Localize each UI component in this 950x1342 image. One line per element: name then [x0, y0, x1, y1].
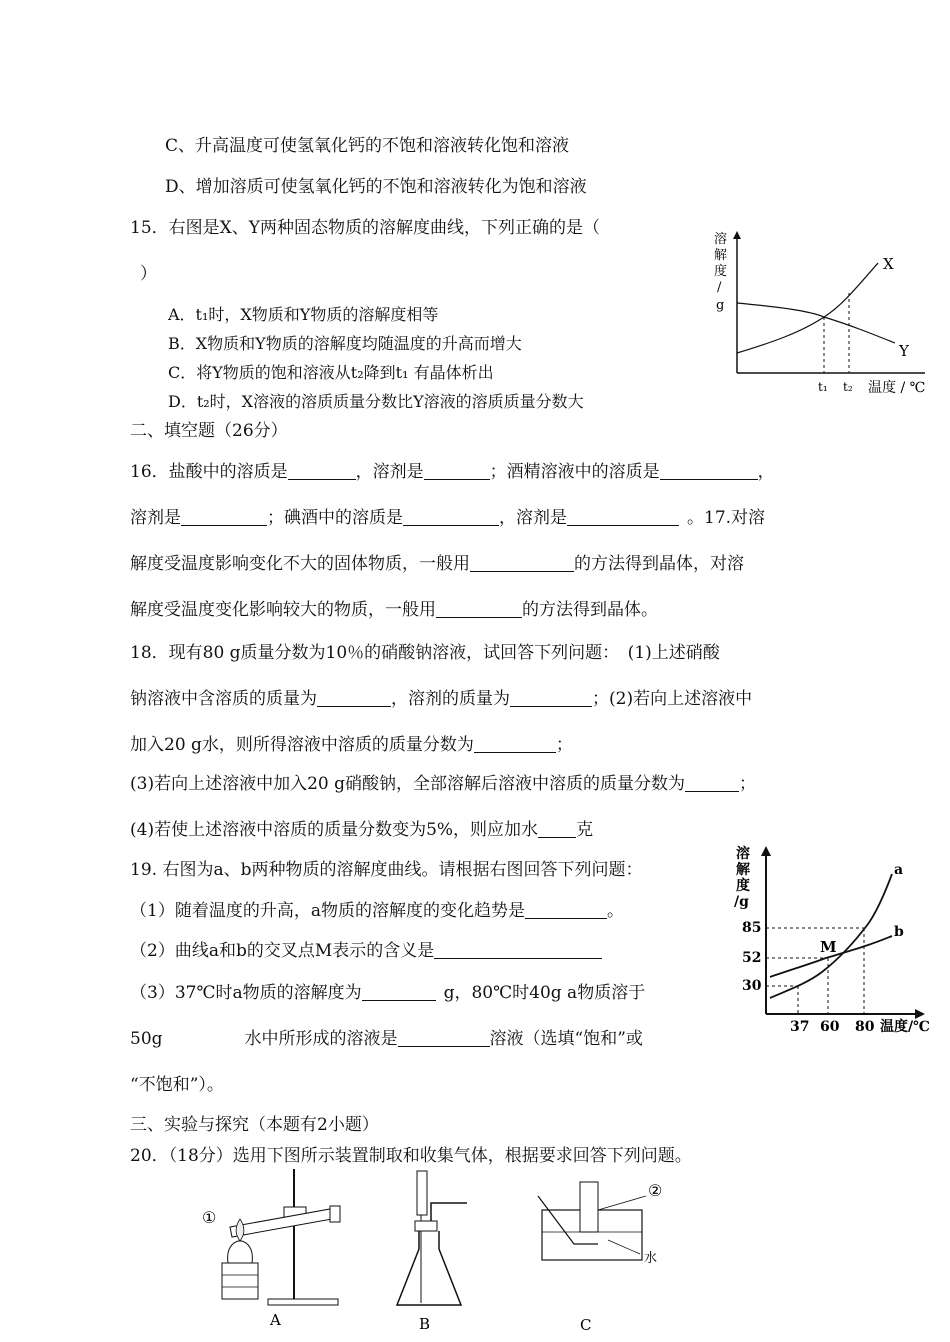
q19-xtick-60: 60 — [820, 1019, 840, 1035]
q15-t2-label: t₂ — [843, 380, 853, 394]
iron-stand-base — [268, 1299, 338, 1305]
q18-blank-5[interactable] — [538, 819, 576, 838]
q15-option-a: A．t₁时，X物质和Y物质的溶解度相等 — [168, 305, 439, 324]
q15-solubility-graph — [700, 225, 945, 400]
mark-1: ① — [202, 1208, 217, 1227]
q18-line-3 — [130, 733, 573, 757]
q18-blank-3[interactable] — [474, 734, 556, 753]
q16-line-2 — [130, 506, 765, 530]
q18-text-8: (4)若使上述溶液中溶质的质量分数变为5%，则应加水 — [130, 820, 539, 840]
gas-collecting-bottle — [580, 1182, 598, 1232]
q19-blank-1[interactable] — [525, 900, 607, 919]
q18-line-2 — [130, 687, 752, 711]
q19-blank-4[interactable] — [398, 1028, 490, 1047]
q19-stem: 19. 右图为a、b两种物质的溶解度曲线。请根据右图回答下列问题： — [130, 860, 643, 880]
q15-option-c: C．将Y物质的饱和溶液从t₂降到t₁ 有晶体析出 — [168, 363, 494, 382]
q15-x-label: 温度 / ℃ — [868, 380, 926, 396]
q14-option-c: C、升高温度可使氢氧化钙的不饱和溶液转化饱和溶液 — [165, 136, 570, 156]
q17-text-1: 解度受温度影响变化不大的固体物质，一般用 — [130, 554, 470, 574]
q19-text-8: 溶液（选填“饱和”或 — [489, 1029, 643, 1049]
q19-ytick-52: 52 — [742, 950, 762, 966]
q18-line-5 — [130, 818, 593, 842]
q15-ylabel-1: 溶 — [714, 232, 728, 247]
label-b: B — [419, 1315, 431, 1333]
q15-stem: 15．右图是X、Y两种固态物质的溶解度曲线，下列正确的是（ — [130, 218, 600, 238]
wooden-block — [222, 1263, 258, 1299]
q16-blank-1[interactable] — [288, 461, 356, 480]
q18-text-6: (3)若向上述溶液中加入20 g硝酸钠，全部溶解后溶液中溶质的质量分数为 — [130, 774, 685, 794]
section-2-title: 二、填空题（26分） — [130, 421, 288, 441]
q16-blank-3[interactable] — [660, 461, 758, 480]
q18-text-3: ；(2)若向上述溶液中 — [592, 689, 753, 709]
q19-solubility-graph — [728, 840, 950, 1040]
q19-text-5: g，80℃时40g a物质溶于 — [443, 983, 646, 1003]
q19-text-2: 。 — [606, 901, 624, 921]
flame-icon — [236, 1219, 244, 1241]
q15-curve-y — [737, 303, 895, 343]
apparatus-c — [528, 1170, 678, 1340]
water-label: 水 — [644, 1251, 658, 1266]
q18-blank-2[interactable] — [510, 688, 592, 707]
q19-curve-b-label: b — [894, 924, 904, 940]
mark-2: ② — [648, 1181, 663, 1200]
q16-text-7: ，溶剂是 — [499, 508, 567, 528]
q15-ylabel-2: 解 — [714, 248, 728, 263]
q16-text-8: 。17.对溶 — [687, 508, 766, 528]
q18-text-4: 加入20 g水，则所得溶液中溶质的质量分数为 — [130, 735, 474, 755]
q19-part-3-cont — [130, 1027, 643, 1051]
q17-text-4: 的方法得到晶体。 — [522, 600, 658, 620]
q16-blank-5[interactable] — [403, 507, 499, 526]
section-3-title: 三、实验与探究（本题有2小题） — [130, 1115, 379, 1135]
q16-text-3: ；酒精溶液中的溶质是 — [489, 462, 660, 482]
q18-blank-1[interactable] — [317, 688, 391, 707]
test-tube — [230, 1209, 332, 1237]
q19-xtick-37: 37 — [790, 1019, 810, 1035]
q15-y-arrow-icon — [733, 231, 741, 239]
q19-x-label: 温度/℃ — [880, 1019, 930, 1035]
q19-text-6: 50g — [130, 1029, 163, 1049]
conical-flask — [397, 1231, 461, 1305]
label-c: C — [580, 1316, 592, 1334]
q16-text-2: ，溶剂是 — [355, 462, 424, 482]
mark-2-leader — [598, 1196, 646, 1210]
q16-text-1: 16．盐酸中的溶质是 — [130, 462, 288, 482]
q19-blank-3[interactable] — [362, 982, 436, 1001]
q19-ylabel-3: 度 — [736, 878, 750, 894]
q19-xtick-80: 80 — [855, 1019, 875, 1035]
q18-text-9: 克 — [576, 820, 594, 840]
q15-option-d: D．t₂时，X溶液的溶质质量分数比Y溶液的溶质质量分数大 — [168, 392, 584, 411]
q16-line-1 — [130, 460, 775, 484]
q19-part-3 — [130, 981, 645, 1005]
q18-text-5: ； — [555, 735, 573, 755]
q19-curve-a-label: a — [894, 862, 904, 878]
q17-blank-1[interactable] — [470, 553, 574, 572]
q18-text-2: ，溶剂的质量为 — [391, 689, 510, 709]
stopper — [330, 1206, 340, 1222]
q16-blank-6[interactable] — [567, 507, 679, 526]
label-a: A — [270, 1311, 281, 1329]
apparatus-a — [190, 1163, 360, 1338]
q19-ylabel-1: 溶 — [736, 846, 750, 862]
q16-text-6: ；碘酒中的溶质是 — [267, 508, 403, 528]
q19-ylabel-4: /g — [734, 894, 749, 910]
q17-text-2: 的方法得到晶体，对溶 — [574, 554, 744, 574]
rubber-stopper — [415, 1221, 437, 1231]
q14-option-d: D、增加溶质可使氢氧化钙的不饱和溶液转化为饱和溶液 — [165, 177, 587, 197]
q15-t1-label: t₁ — [818, 380, 828, 394]
q19-part-3-end: “不饱和”）。 — [130, 1075, 224, 1095]
q18-line-1: 18．现有80 g质量分数为10％的硝酸钠溶液，试回答下列问题： (1)上述硝酸 — [130, 643, 720, 663]
q18-blank-4[interactable] — [685, 773, 739, 792]
q15-curve-x-label: X — [883, 255, 894, 273]
q17-line-2 — [130, 598, 658, 622]
alcohol-lamp — [228, 1241, 253, 1263]
q15-option-b: B．X物质和Y物质的溶解度均随温度的升高而增大 — [168, 334, 522, 353]
q19-x-arrow-icon — [915, 1009, 925, 1019]
q17-blank-2[interactable] — [436, 599, 522, 618]
q19-text-4: （3）37℃时a物质的溶解度为 — [130, 983, 362, 1003]
q19-y-arrow-icon — [761, 846, 771, 856]
q19-part-1 — [130, 899, 624, 923]
q19-point-m: M — [820, 938, 837, 956]
q19-blank-2[interactable] — [434, 940, 602, 959]
q17-line-1 — [130, 552, 744, 576]
q18-line-4 — [130, 772, 756, 796]
q19-text-1: （1）随着温度的升高，a物质的溶解度的变化趋势是 — [130, 901, 525, 921]
q15-ylabel-5: g — [716, 298, 725, 313]
q15-ylabel-4: / — [717, 280, 722, 295]
q16-text-5: 溶剂是 — [130, 508, 181, 528]
q15-ylabel-3: 度 — [714, 264, 728, 279]
delivery-tube — [431, 1203, 467, 1221]
q20-stem: 20．（18分）选用下图所示装置制取和收集气体，根据要求回答下列问题。 — [130, 1146, 692, 1166]
q15-curve-x — [737, 263, 878, 353]
q19-ytick-30: 30 — [742, 978, 762, 994]
q15-curve-y-label: Y — [899, 342, 909, 360]
q17-text-3: 解度受温度变化影响较大的物质，一般用 — [130, 600, 436, 620]
q16-blank-2[interactable] — [424, 461, 490, 480]
q19-text-7: 水中所形成的溶液是 — [244, 1029, 398, 1049]
q19-ytick-85: 85 — [742, 920, 762, 936]
q19-text-3: （2）曲线a和b的交叉点M表示的含义是 — [130, 941, 435, 961]
q19-curve-a — [770, 874, 892, 998]
long-funnel — [417, 1171, 427, 1215]
apparatus-b — [385, 1163, 495, 1338]
q15-paren: ） — [140, 264, 157, 284]
q18-text-1: 钠溶液中含溶质的质量为 — [130, 689, 317, 709]
q19-part-2 — [130, 939, 602, 963]
q16-blank-4[interactable] — [181, 507, 267, 526]
q19-ylabel-2: 解 — [736, 862, 750, 878]
q16-text-4: ， — [757, 462, 775, 482]
q18-text-7: ； — [739, 774, 756, 794]
